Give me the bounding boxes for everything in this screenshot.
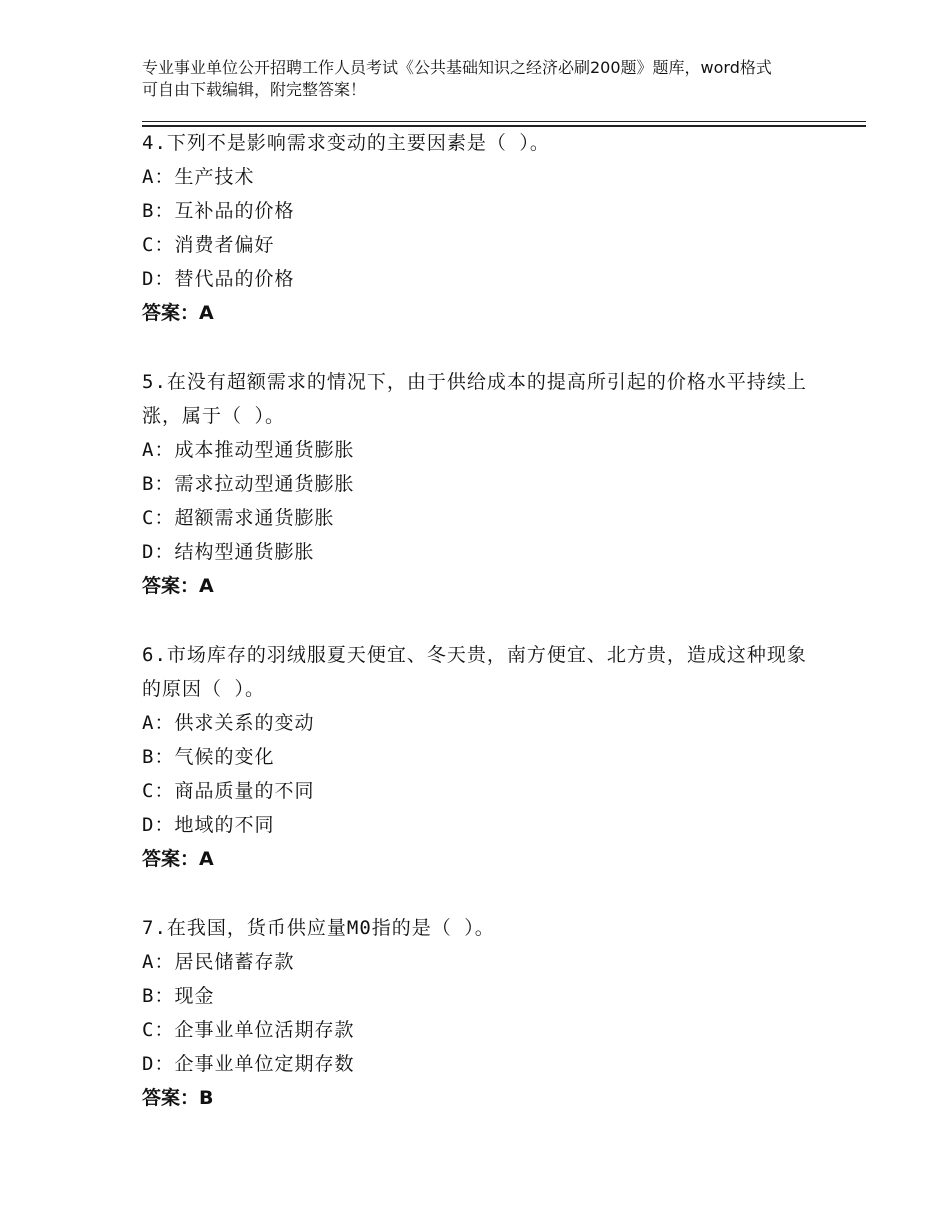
option-b: B：需求拉动型通货膨胀 — [142, 473, 355, 495]
answer: 答案：A — [142, 302, 214, 324]
answer: 答案：B — [142, 1087, 214, 1109]
option-d: D：替代品的价格 — [142, 268, 295, 290]
header-rule-thin — [142, 121, 866, 122]
option-d: D：结构型通货膨胀 — [142, 541, 315, 563]
answer: 答案：A — [142, 848, 214, 870]
question-stem: 4.下列不是影响需求变动的主要因素是（ ）。 — [142, 132, 550, 154]
question-stem: 5.在没有超额需求的情况下，由于供给成本的提高所引起的价格水平持续上涨，属于（ ）。 — [142, 371, 807, 427]
question-stem: 7.在我国，货币供应量M0指的是（ ）。 — [142, 917, 495, 939]
option-c: C：消费者偏好 — [142, 234, 275, 256]
document-header: 专业事业单位公开招聘工作人员考试《公共基础知识之经济必刷200题》题库，word格式可自由下载编辑，附完整答案！ — [142, 58, 772, 99]
option-a: A：供求关系的变动 — [142, 712, 315, 734]
answer: 答案：A — [142, 575, 214, 597]
option-a: A：成本推动型通货膨胀 — [142, 439, 355, 461]
question-stem: 6.市场库存的羽绒服夏天便宜、冬天贵，南方便宜、北方贵，造成这种现象的原因（ ）。 — [142, 644, 807, 700]
option-a: A：居民储蓄存款 — [142, 951, 295, 973]
question-7 — [142, 911, 822, 1115]
option-d: D：地域的不同 — [142, 814, 275, 836]
option-c: C：超额需求通货膨胀 — [142, 507, 335, 529]
option-d: D：企事业单位定期存数 — [142, 1053, 355, 1075]
question-6 — [142, 638, 822, 876]
option-c: C：商品质量的不同 — [142, 780, 315, 802]
question-4 — [142, 126, 822, 330]
option-b: B：互补品的价格 — [142, 200, 295, 222]
option-a: A：生产技术 — [142, 166, 255, 188]
question-5 — [142, 365, 822, 603]
option-b: B：气候的变化 — [142, 746, 275, 768]
option-b: B：现金 — [142, 985, 215, 1007]
option-c: C：企事业单位活期存款 — [142, 1019, 355, 1041]
